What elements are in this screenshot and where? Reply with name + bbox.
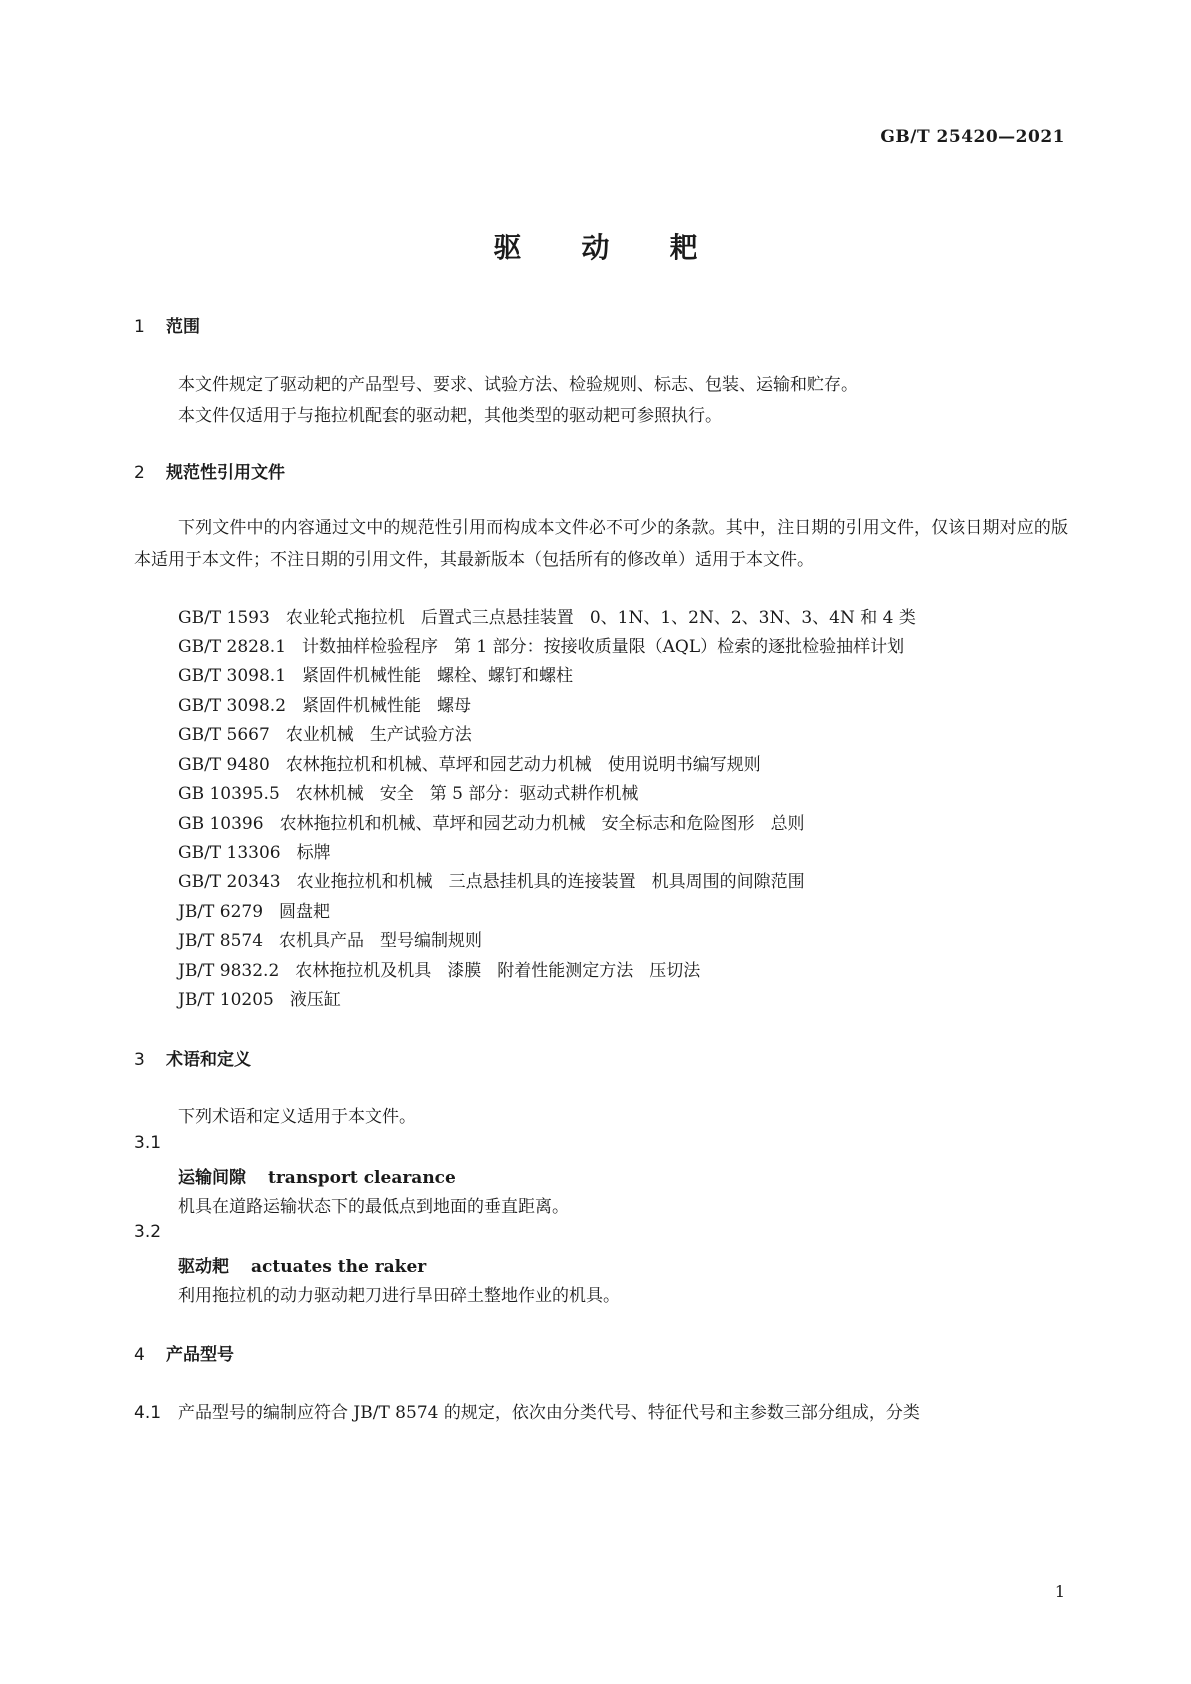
- reference-code: JB/T 10205: [178, 990, 274, 1010]
- section-1-heading: [134, 312, 200, 337]
- reference-title: 农业机械: [285, 725, 354, 745]
- reference-item: [178, 838, 331, 863]
- terms-intro: 下列术语和定义适用于本文件。: [178, 1107, 416, 1127]
- reference-title: 农业轮式拖拉机: [285, 608, 405, 628]
- reference-title: 农林拖拉机及机具: [295, 961, 432, 981]
- clause-text: 产品型号的编制应符合 JB/T 8574 的规定，依次由分类代号、特征代号和主参数三部分组成，分类: [178, 1403, 920, 1423]
- reference-item: [178, 956, 700, 981]
- reference-title: 液压缸: [289, 990, 341, 1010]
- section-title: 范围: [166, 317, 200, 337]
- reference-item: [178, 720, 472, 745]
- reference-code: JB/T 8574: [178, 931, 264, 951]
- page-number: 1: [1054, 1582, 1065, 1601]
- reference-item: [178, 691, 471, 716]
- term-definition: 机具在道路运输状态下的最低点到地面的垂直距离。: [178, 1197, 569, 1217]
- reference-item: [178, 867, 805, 892]
- reference-title: 紧固件机械性能: [302, 696, 422, 716]
- reference-title: 生产试验方法: [369, 725, 472, 745]
- section-2-heading: [134, 458, 285, 483]
- reference-title: 农业拖拉机和机械: [296, 872, 433, 892]
- reference-item: [178, 809, 805, 834]
- reference-code: GB/T 3098.2: [178, 696, 287, 716]
- section-number: 1: [134, 317, 145, 337]
- section-title: 规范性引用文件: [166, 463, 285, 483]
- title-char: 动: [581, 231, 610, 264]
- document-title: [0, 226, 1191, 266]
- section-number: 4: [134, 1345, 145, 1365]
- reference-title: 农林拖拉机和机械、草坪和园艺动力机械: [285, 755, 592, 775]
- reference-code: GB 10396: [178, 814, 264, 834]
- reference-title: 总则: [770, 814, 805, 834]
- reference-code: GB/T 13306: [178, 843, 281, 863]
- clause-4-1: [134, 1398, 920, 1423]
- references-intro: 下列文件中的内容通过文中的规范性引用而构成本文件必不可少的条款。其中，注日期的引用文件，仅该日期对应的版本适用于本文件；不注日期的引用文件，其最新版本（包括所有的修改单）适用于本文件。: [134, 518, 1068, 570]
- reference-title: 紧固件机械性能: [302, 666, 422, 686]
- title-char: 驱: [493, 231, 522, 264]
- reference-code: GB/T 3098.1: [178, 666, 287, 686]
- section-4-heading: [134, 1340, 234, 1365]
- reference-code: GB/T 20343: [178, 872, 281, 892]
- reference-title: 使用说明书编写规则: [607, 755, 761, 775]
- reference-item: [178, 661, 573, 686]
- term-name-en: transport clearance: [268, 1168, 456, 1188]
- reference-item: [178, 632, 904, 657]
- reference-code: GB/T 2828.1: [178, 637, 287, 657]
- reference-title: 农林机械: [295, 784, 364, 804]
- scope-paragraph: 本文件仅适用于与拖拉机配套的驱动耙，其他类型的驱动耙可参照执行。: [178, 406, 722, 426]
- reference-title: 漆膜: [447, 961, 482, 981]
- term-name-zh: 运输间隙: [178, 1168, 246, 1188]
- clause-number: 4.1: [134, 1403, 162, 1423]
- reference-title: 型号编制规则: [380, 931, 483, 951]
- reference-item: [178, 897, 330, 922]
- section-number: 2: [134, 463, 145, 483]
- reference-title: 第 5 部分：驱动式耕作机械: [429, 784, 639, 804]
- reference-title: 0、1N、1、2N、2、3N、3、4N 和 4 类: [589, 608, 916, 628]
- reference-item: [178, 603, 916, 628]
- term-name-zh: 驱动耙: [178, 1257, 229, 1277]
- reference-code: GB/T 5667: [178, 725, 270, 745]
- reference-title: 螺母: [437, 696, 472, 716]
- reference-title: 计数抽样检验程序: [302, 637, 439, 657]
- reference-title: 三点悬挂机具的连接装置: [448, 872, 636, 892]
- term-definition: 利用拖拉机的动力驱动耙刀进行旱田碎土整地作业的机具。: [178, 1286, 620, 1306]
- reference-code: GB/T 9480: [178, 755, 270, 775]
- section-number: 3: [134, 1050, 145, 1070]
- reference-code: JB/T 6279: [178, 902, 264, 922]
- reference-title: 安全: [379, 784, 414, 804]
- reference-title: 后置式三点悬挂装置: [420, 608, 574, 628]
- reference-title: 标牌: [296, 843, 331, 863]
- term-name-en: actuates the raker: [251, 1257, 427, 1277]
- reference-item: [178, 779, 638, 804]
- reference-code: GB 10395.5: [178, 784, 280, 804]
- reference-item: [178, 926, 482, 951]
- section-title: 术语和定义: [166, 1050, 251, 1070]
- reference-title: 农机具产品: [279, 931, 365, 951]
- term-number: 3.1: [134, 1133, 162, 1153]
- section-title: 产品型号: [166, 1345, 234, 1365]
- term-number: 3.2: [134, 1222, 162, 1242]
- reference-code: GB/T 1593: [178, 608, 270, 628]
- reference-item: [178, 985, 341, 1010]
- reference-title: 安全标志和危险图形: [601, 814, 755, 834]
- reference-title: 螺栓、螺钉和螺柱: [437, 666, 574, 686]
- reference-item: [178, 750, 761, 775]
- term-name: [178, 1252, 426, 1277]
- reference-title: 第 1 部分：按接收质量限（AQL）检索的逐批检验抽样计划: [454, 637, 905, 657]
- reference-title: 附着性能测定方法: [497, 961, 634, 981]
- title-char: 耙: [669, 231, 698, 264]
- reference-code: JB/T 9832.2: [178, 961, 280, 981]
- reference-title: 圆盘耙: [279, 902, 331, 922]
- scope-paragraph: 本文件规定了驱动耙的产品型号、要求、试验方法、检验规则、标志、包装、运输和贮存。: [178, 375, 858, 395]
- reference-title: 农林拖拉机和机械、草坪和园艺动力机械: [279, 814, 586, 834]
- reference-title: 压切法: [649, 961, 701, 981]
- standard-number: GB/T 25420—2021: [880, 127, 1065, 147]
- term-name: [178, 1163, 456, 1188]
- reference-title: 机具周围的间隙范围: [651, 872, 805, 892]
- section-3-heading: [134, 1045, 251, 1070]
